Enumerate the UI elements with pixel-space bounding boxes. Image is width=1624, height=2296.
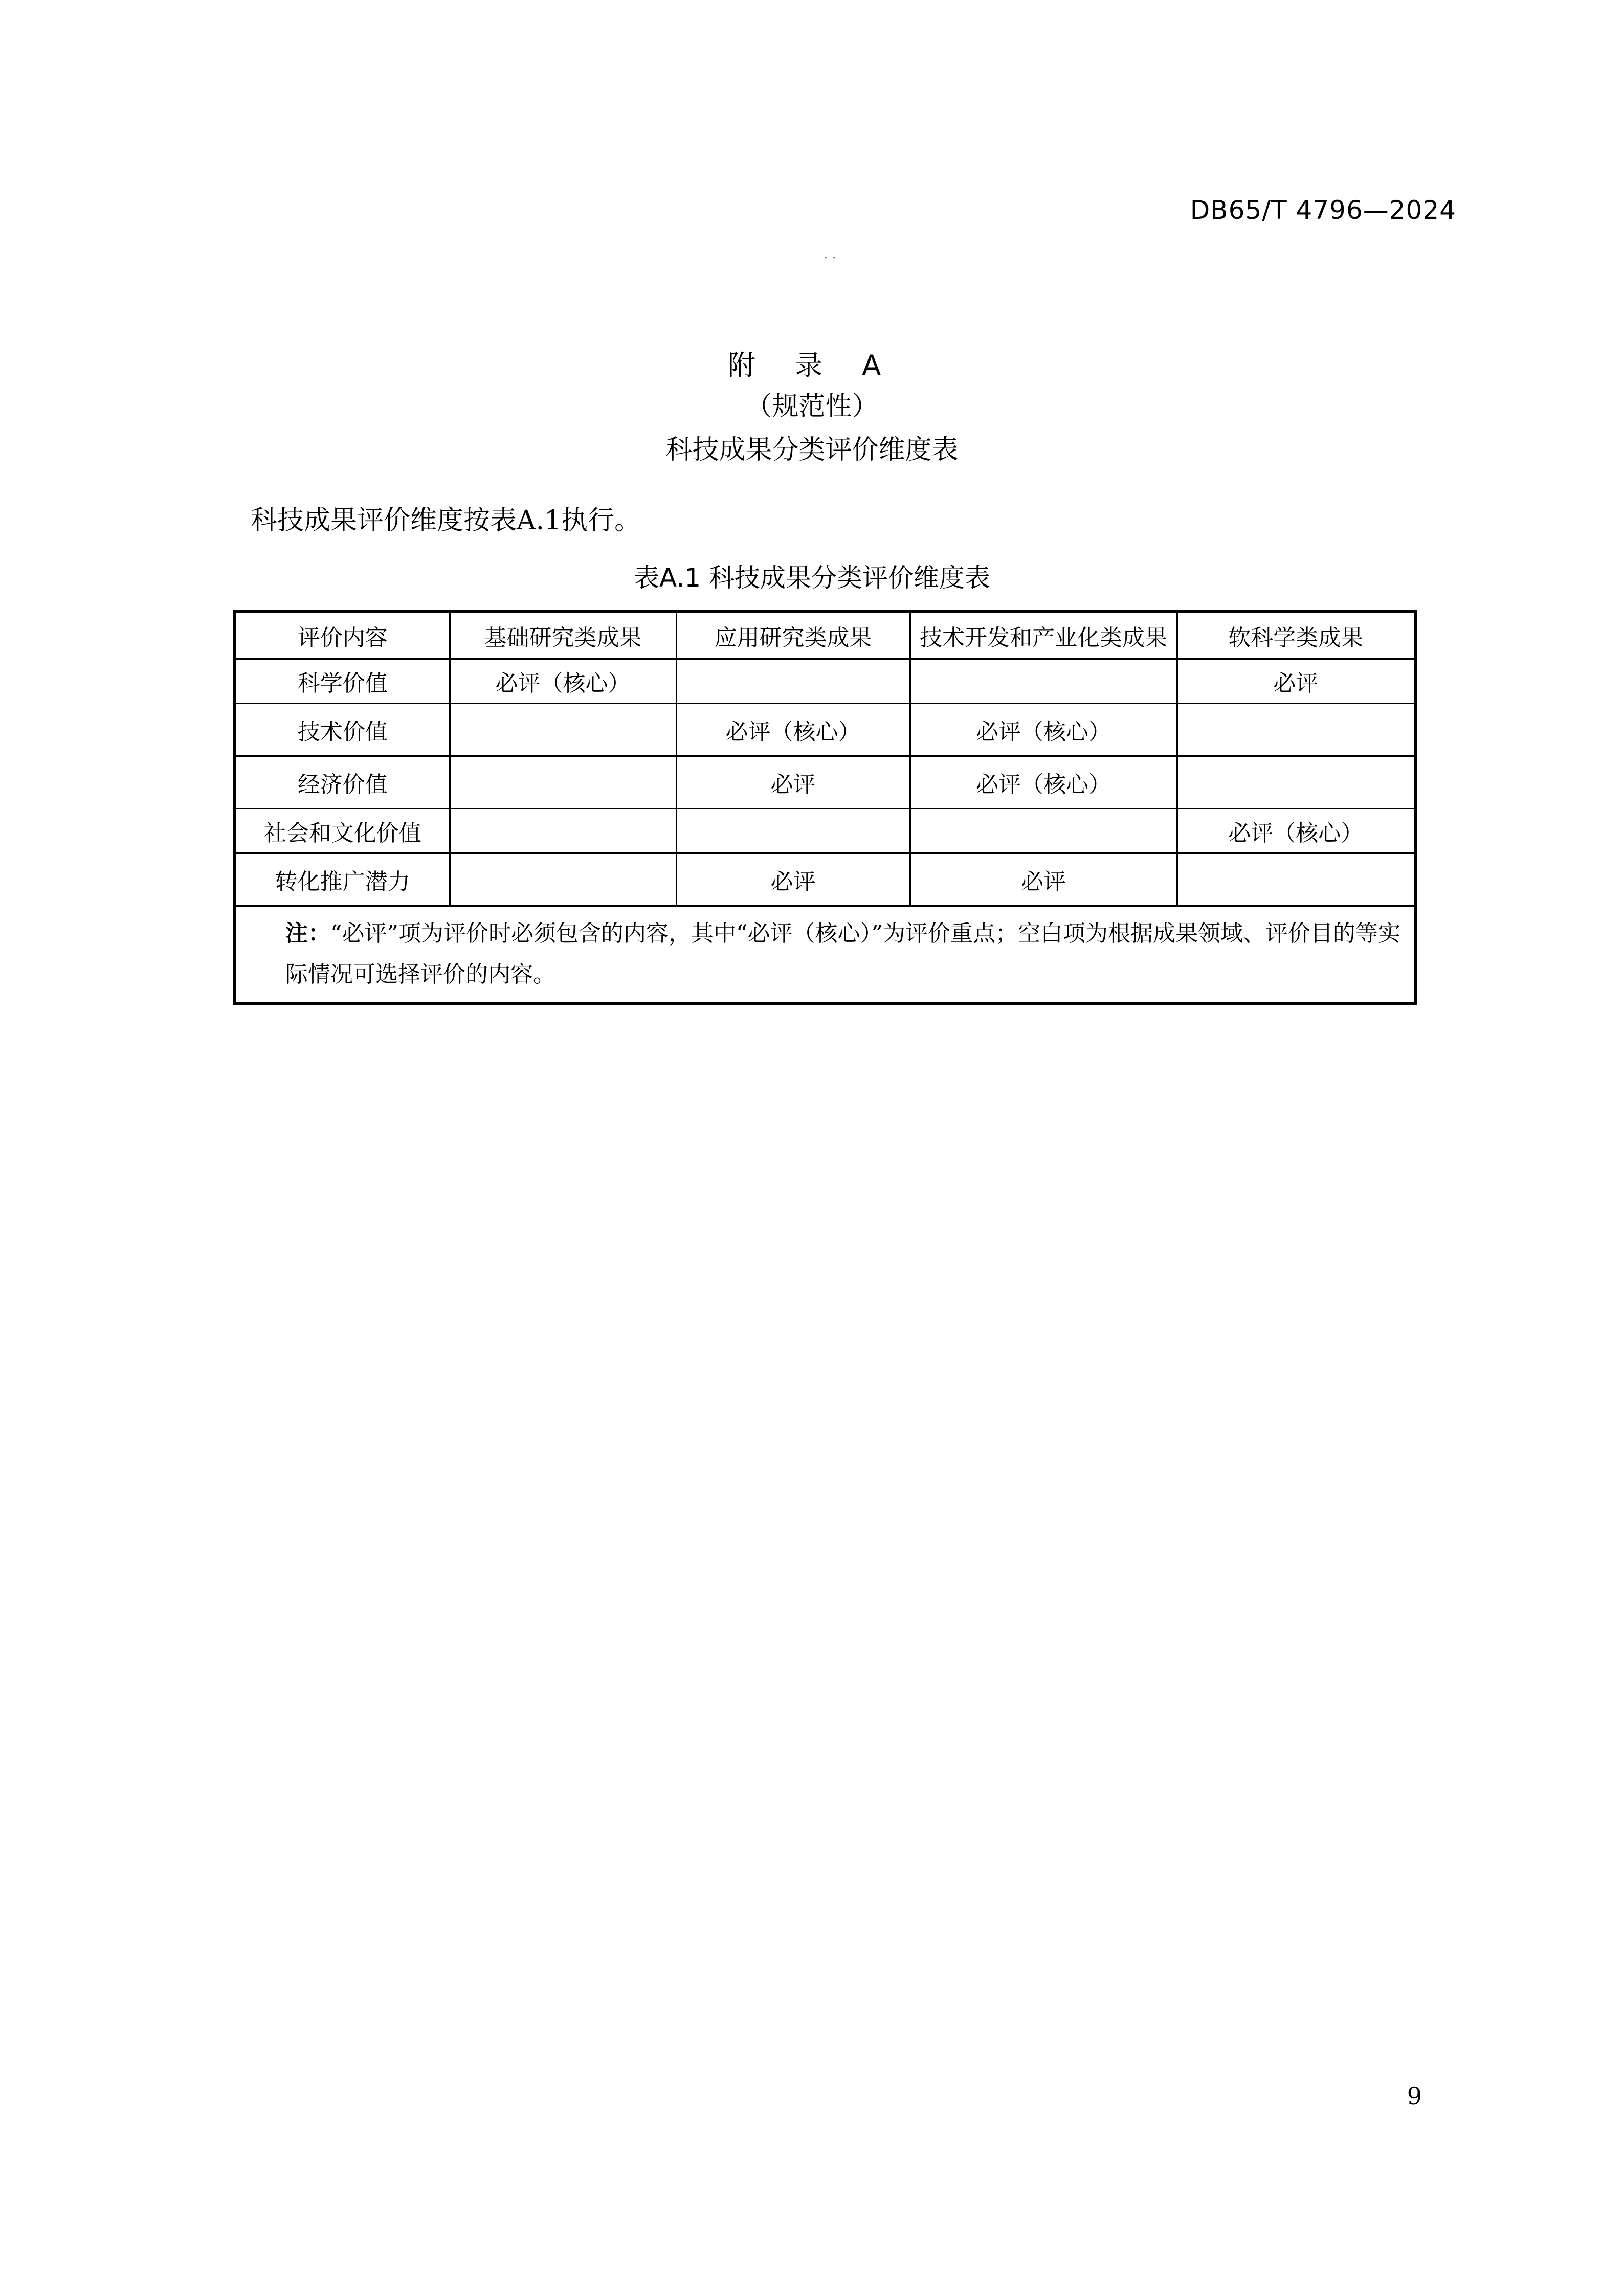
header-cell: 技术开发和产业化类成果: [910, 612, 1177, 659]
row-label: 技术价值: [235, 704, 450, 756]
table-cell: [910, 659, 1177, 704]
table-cell: 必评（核心）: [910, 704, 1177, 756]
table-cell: [1177, 704, 1415, 756]
header-cell: 软科学类成果: [1177, 612, 1415, 659]
row-label: 科学价值: [235, 659, 450, 704]
table-cell: 必评: [676, 756, 910, 809]
table-cell: 必评: [910, 853, 1177, 906]
table-cell: [450, 809, 676, 853]
note-label: 注：: [285, 920, 330, 947]
header-cell: 评价内容: [235, 612, 450, 659]
table-cell: 必评（核心）: [910, 756, 1177, 809]
table-cell: 必评（核心）: [676, 704, 910, 756]
decorative-dots: · ·: [824, 251, 836, 266]
evaluation-dimension-table: [233, 610, 1417, 1005]
table-cell: 必评（核心）: [1177, 809, 1415, 853]
table-cell: [1177, 756, 1415, 809]
table-note-row: [235, 906, 1415, 1004]
table-cell: [450, 756, 676, 809]
document-code: DB65/T 4796—2024: [1190, 195, 1456, 225]
row-label: 经济价值: [235, 756, 450, 809]
header-cell: 应用研究类成果: [676, 612, 910, 659]
table-header-row: [235, 612, 1415, 659]
appendix-type: （规范性）: [745, 391, 879, 422]
row-label: 转化推广潜力: [235, 853, 450, 906]
appendix-name: 科技成果分类评价维度表: [665, 435, 959, 465]
table-note: [235, 906, 1415, 1004]
header-cell: 基础研究类成果: [450, 612, 676, 659]
table-caption: 表A.1 科技成果分类评价维度表: [634, 563, 990, 593]
table-cell: 必评: [676, 853, 910, 906]
table-cell: 必评（核心）: [450, 659, 676, 704]
table-row: [235, 756, 1415, 809]
table-cell: 必评: [1177, 659, 1415, 704]
table-cell: [450, 704, 676, 756]
row-label: 社会和文化价值: [235, 809, 450, 853]
table-cell: [450, 853, 676, 906]
table-row: [235, 659, 1415, 704]
table-cell: [676, 809, 910, 853]
note-text: “必评”项为评价时必须包含的内容，其中“必评（核心）”为评价重点；空白项为根据成果领域、评价目的等实际情况可选择评价的内容。: [285, 920, 1400, 987]
table-row: [235, 809, 1415, 853]
page-number: 9: [1407, 2082, 1422, 2110]
table-cell: [1177, 853, 1415, 906]
table-row: [235, 704, 1415, 756]
intro-paragraph: 科技成果评价维度按表A.1执行。: [251, 505, 641, 536]
appendix-title: 附 录 A: [727, 349, 897, 381]
table-cell: [910, 809, 1177, 853]
table-cell: [676, 659, 910, 704]
table-row: [235, 853, 1415, 906]
